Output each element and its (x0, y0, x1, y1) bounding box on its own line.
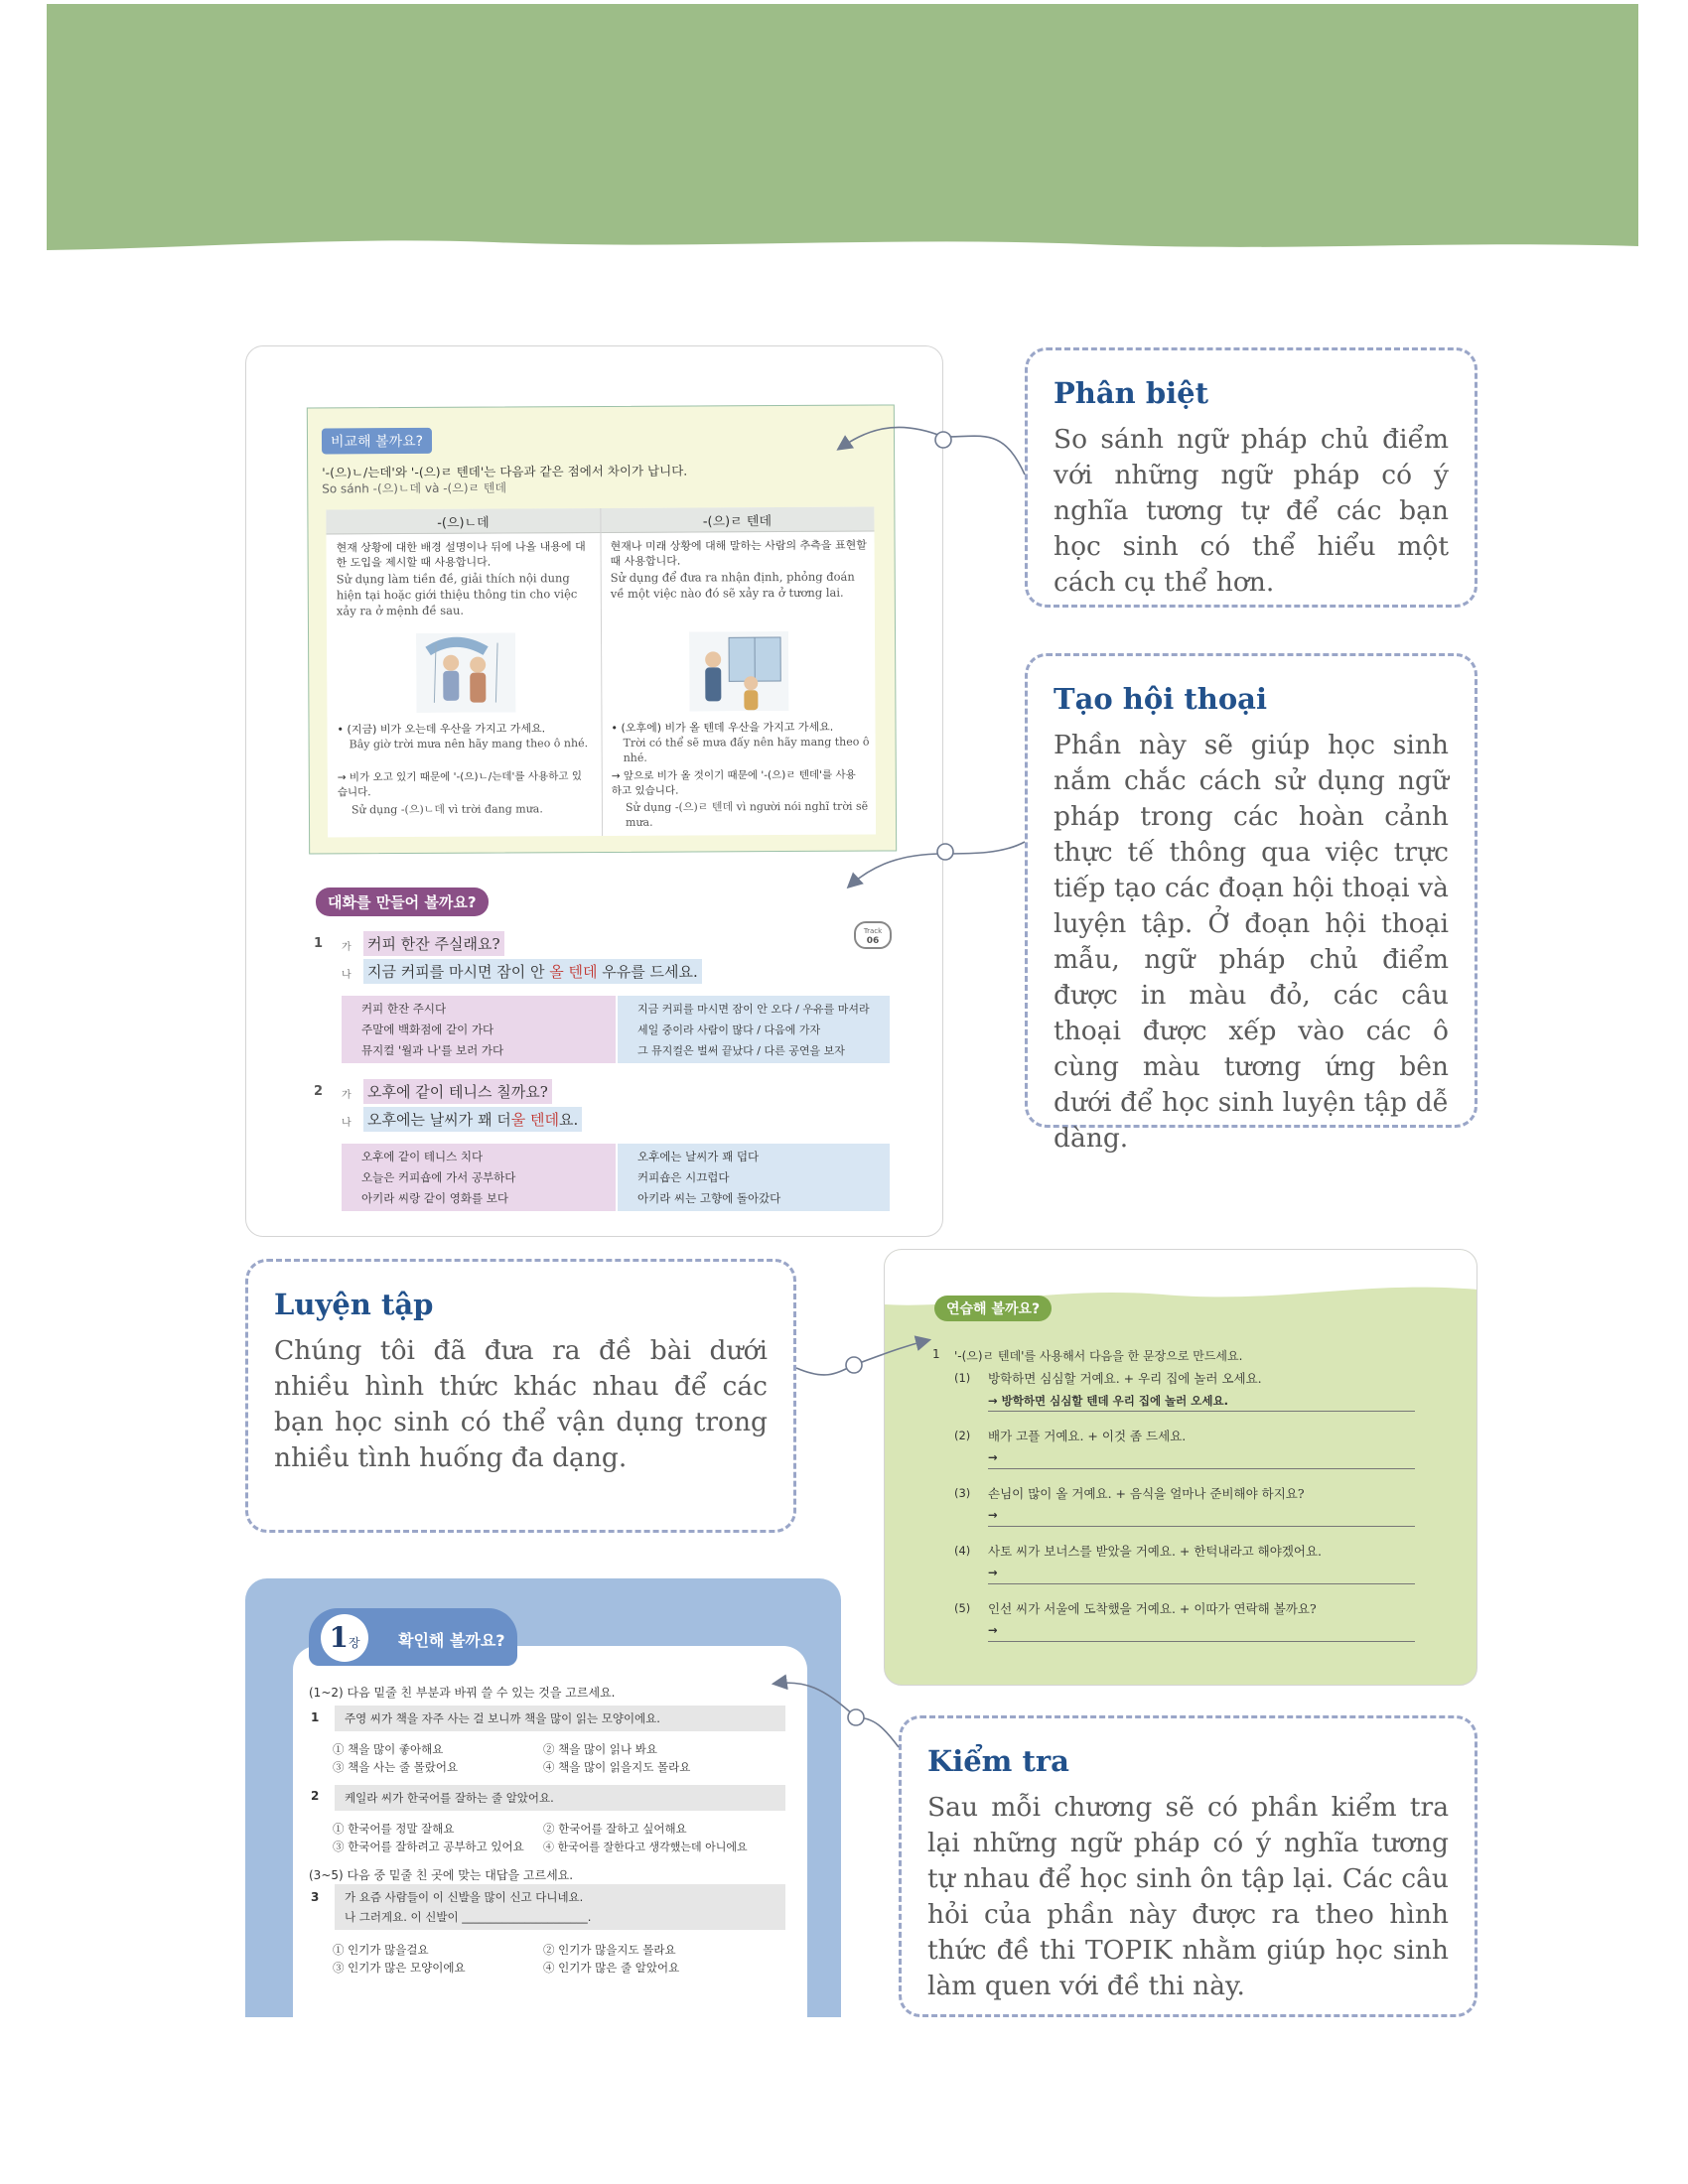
dialogue-1-right-3: 그 뮤지컬은 벌써 끝났다 / 다른 공연을 보자 (637, 1044, 845, 1057)
compare-left-desc: 현재 상황에 대한 배경 설명이나 뒤에 나올 내용에 대한 도입을 제시할 때 사용합니다. (336, 540, 586, 570)
dialogue-2-right-1: 오후에는 날씨가 꽤 덥다 (637, 1150, 760, 1163)
practice-item-1: 방학하면 심심할 거예요. + 우리 집에 놀러 오세요. (988, 1371, 1262, 1386)
callout-luyen-tap (245, 1259, 796, 1533)
callout-phan-biet-text: So sánh ngữ pháp chủ điểm với những ngữ pháp có ý nghĩa tương tự để các bạn học sinh có thể hiểu một cách cụ thể hơn. (1054, 424, 1449, 598)
check-q3-opt-1: ① 인기가 많을걸요 (333, 1943, 429, 1957)
compare-left-desc-vi: Sử dụng làm tiền đề, giải thích nội dung hiện tại hoặc giới thiệu thông tin cho việc xảy ra ở mệnh đề sau. (336, 571, 578, 618)
practice-item-1-line (988, 1411, 1415, 1412)
dialogue-2-na-label: 나 (342, 1118, 352, 1129)
practice-item-5-number: (5) (954, 1601, 971, 1615)
check-q2-opt-2: ② 한국어를 잘하고 싶어해요 (543, 1822, 687, 1836)
check-q2: 케일라 씨가 한국어를 잘하는 줄 알았어요. (345, 1791, 554, 1805)
dialogue-2-na (363, 1107, 582, 1132)
practice-item-4-answer: → (988, 1566, 998, 1579)
dialogue-2-number: 2 (314, 1084, 324, 1099)
compare-left-example-vi: Bây giờ trời mưa nên hãy mang theo ô nhé. (349, 737, 589, 751)
compare-right-example-vi: Trời có thể sẽ mưa đấy nên hãy mang theo ô nhé. (623, 735, 870, 764)
practice-item-1-number: (1) (954, 1371, 971, 1385)
check-q2-opt-1: ① 한국어를 정말 잘해요 (333, 1822, 455, 1836)
check-q3-number: 3 (311, 1890, 320, 1904)
dialogue-2-ga-label: 가 (342, 1090, 352, 1101)
dialogue-2-left-3: 아키라 씨랑 같이 영화를 보다 (361, 1191, 508, 1205)
check-q1-number: 1 (311, 1710, 320, 1724)
dialogue-2-left-box (342, 1144, 616, 1211)
dialogue-1-left-2: 주말에 백화점에 같이 가다 (361, 1023, 494, 1036)
callout-tao-hoi-thoai-title: Tạo hội thoại (1054, 682, 1267, 716)
practice-item-2: 배가 고플 거예요. + 이것 좀 드세요. (988, 1429, 1187, 1443)
check-q1-opt-1: ① 책을 많이 좋아해요 (333, 1742, 444, 1756)
check-q1-opt-2: ② 책을 많이 읽나 봐요 (543, 1742, 657, 1756)
compare-intro: '-(으)ㄴ/는데'와 '-(으)ㄹ 텐데'는 다음과 같은 점에서 차이가 납니다. (322, 463, 688, 480)
dialogue-2-na-pre: 오후에는 날씨가 꽤 더 (367, 1111, 511, 1129)
dialogue-1-na-label: 나 (342, 970, 352, 981)
dialogue-1-na-post: 우유를 드세요. (597, 963, 698, 981)
compare-table (326, 507, 876, 838)
dialogue-2-left-1: 오후에 같이 테니스 치다 (361, 1150, 484, 1163)
callout-tao-hoi-thoai-text: Phần này sẽ giúp học sinh nắm chắc cách sử dụng ngữ pháp trong các hoàn cảnh thực tế thông qua việc trực tiếp tạo các đoạn hội thoại và luyện tập. Ở đoạn hội thoại mẫu, ngữ pháp chủ điểm được in màu đỏ, các câu thoại được xếp vào các ô cùng màu tương ứng bên dưới để học sinh luyện tập dễ dàng. (1054, 730, 1449, 1154)
check-section-1: (1~2) 다음 밑줄 친 부분과 바꿔 쓸 수 있는 것을 고르세요. (309, 1686, 616, 1700)
compare-right-note-vi: Sử dụng -(으)ㄹ 텐데 vì người nói nghĩ trời sẽ mưa. (625, 799, 869, 829)
practice-instruction-number: 1 (932, 1347, 940, 1361)
dialogue-1-right-2: 세일 중이라 사람이 많다 / 다음에 가자 (637, 1024, 821, 1036)
compare-intro-vi: So sánh -(으)ㄴ데 và -(으)ㄹ 텐데 (322, 480, 507, 496)
check-q2-number: 2 (311, 1789, 320, 1803)
compare-left-example: • (지금) 비가 오는데 우산을 가지고 가세요. (337, 722, 546, 737)
chapter-badge (321, 1614, 368, 1662)
dialogue-2-right-3: 아키라 씨는 고향에 돌아갔다 (637, 1191, 781, 1205)
header-banner (47, 4, 1638, 252)
practice-item-3-answer: → (988, 1508, 998, 1522)
practice-item-5-line (988, 1641, 1415, 1642)
check-q3-na: 나 그러게요. 이 신발이 ______________________. (345, 1910, 592, 1924)
dialogue-1-number: 1 (314, 936, 324, 951)
practice-item-5: 인선 씨가 서울에 도착했을 거예요. + 이따가 연락해 볼까요? (988, 1601, 1317, 1616)
practice-item-5-answer: → (988, 1623, 998, 1637)
practice-instruction: '-(으)ㄹ 텐데'를 사용해서 다음을 한 문장으로 만드세요. (954, 1349, 1243, 1363)
dialogue-1-left-box (342, 996, 616, 1063)
dialogue-1-left-3: 뮤지컬 '월과 나'를 보러 가다 (361, 1043, 504, 1057)
check-q3-opt-3: ③ 인기가 많은 모양이에요 (333, 1961, 466, 1975)
check-q3-opt-2: ② 인기가 많을지도 몰라요 (543, 1943, 676, 1957)
compare-right-desc: 현재나 미래 상황에 대해 말하는 사람의 추측을 표현할 때 사용합니다. (610, 538, 867, 568)
check-q3-opt-4: ④ 인기가 많은 줄 알았어요 (543, 1961, 680, 1975)
track-badge (854, 921, 892, 949)
compare-right-head: -(으)ㄹ 텐데 (702, 514, 773, 530)
check-q1: 주영 씨가 책을 자주 사는 걸 보니까 책을 많이 읽는 모양이에요. (345, 1711, 660, 1725)
callout-phan-biet-title: Phân biệt (1054, 376, 1209, 410)
dialogue-1-ga: 커피 한잔 주실래요? (363, 931, 504, 956)
compare-left-head: -(으)ㄴ데 (437, 515, 490, 531)
compare-table-divider (600, 508, 603, 836)
callout-luyen-tap-title: Luyện tập (274, 1288, 434, 1321)
practice-item-2-number: (2) (954, 1429, 971, 1442)
sample-page-check (245, 1578, 841, 2017)
practice-item-2-line (988, 1468, 1415, 1469)
practice-tag: 연습해 볼까요? (934, 1296, 1052, 1321)
dialogue-1-na-red: 올 텐데 (549, 963, 598, 981)
practice-item-3-line (988, 1526, 1415, 1527)
check-q1-opt-3: ③ 책을 사는 줄 몰랐어요 (333, 1760, 459, 1774)
callout-kiem-tra (899, 1715, 1477, 2017)
dialogue-1-right-1: 지금 커피를 마시면 잠이 안 오다 / 우유를 마셔라 (637, 1003, 870, 1016)
dialogue-2-right-box (618, 1144, 890, 1211)
umbrella-people-illustration (416, 632, 515, 713)
callout-luyen-tap-text: Chúng tôi đã đưa ra đề bài dưới nhiều hình thức khác nhau để các bạn học sinh có thể vận dụng trong nhiều tình huống đa dạng. (274, 1335, 768, 1473)
compare-left-note-vi: Sử dụng -(으)ㄴ데 vì trời đang mưa. (351, 802, 543, 817)
track-number: 06 (866, 936, 880, 946)
practice-item-3: 손님이 많이 올 거예요. + 음식을 얼마나 준비해야 하지요? (988, 1486, 1305, 1501)
practice-item-1-answer: → 방학하면 심심할 텐데 우리 집에 놀러 오세요. (988, 1394, 1228, 1408)
window-rain-illustration (689, 631, 788, 712)
callout-kiem-tra-text: Sau mỗi chương sẽ có phần kiểm tra lại những ngữ pháp có ý nghĩa tương tự nhau để học sinh ôn tập lại. Các câu hỏi của phần này được ra theo hình thức đề thi TOPIK nhằm giúp học sinh làm quen với đề thi này. (927, 1792, 1449, 2001)
callout-kiem-tra-title: Kiểm tra (927, 1744, 1069, 1778)
compare-right-example: • (오후에) 비가 올 텐데 우산을 가지고 가세요. (611, 720, 834, 735)
track-label: Track (863, 927, 883, 935)
dialogue-2-left-2: 오늘은 커피숍에 가서 공부하다 (361, 1170, 516, 1184)
sample-page-practice (884, 1249, 1477, 1686)
compare-right-desc-vi: Sử dụng để đưa ra nhận định, phỏng đoán về một việc nào đó sẽ xảy ra ở tương lai. (610, 569, 855, 601)
practice-item-4-line (988, 1583, 1415, 1584)
compare-tag: 비교해 볼까요? (322, 428, 432, 455)
practice-item-2-answer: → (988, 1450, 998, 1464)
check-tag: 확인해 볼까요? (398, 1631, 505, 1650)
dialogue-2-ga: 오후에 같이 테니스 칠까요? (363, 1079, 552, 1104)
check-q2-opt-4: ④ 한국어를 잘한다고 생각했는데 아니에요 (543, 1841, 748, 1853)
practice-item-4-number: (4) (954, 1544, 971, 1558)
chapter-unit: 장 (348, 1636, 360, 1650)
check-q2-opt-3: ③ 한국어를 잘하려고 공부하고 있어요 (333, 1840, 524, 1853)
dialogue-tag: 대화를 만들어 볼까요? (316, 887, 489, 916)
callout-phan-biet (1025, 347, 1477, 608)
compare-left-note: → 비가 오고 있기 때문에 '-(으)ㄴ/는데'를 사용하고 있습니다. (337, 770, 582, 799)
dialogue-2-na-post: 요. (558, 1111, 579, 1129)
dialogue-1-na-pre: 지금 커피를 마시면 잠이 안 (367, 963, 550, 981)
check-section-2: (3~5) 다음 중 밑줄 친 곳에 맞는 대답을 고르세요. (309, 1868, 574, 1882)
dialogue-1-na (363, 959, 702, 984)
callout-tao-hoi-thoai (1025, 653, 1477, 1154)
dialogue-1-left-1: 커피 한잔 주시다 (361, 1002, 447, 1016)
chapter-number: 1 (329, 1621, 349, 1654)
check-q3-ga: 가 요즘 사람들이 이 신발을 많이 신고 다니네요. (345, 1890, 584, 1904)
compare-box (307, 404, 897, 854)
dialogue-2-right-2: 커피숍은 시끄럽다 (637, 1170, 730, 1184)
dialogue-1-right-box (618, 996, 890, 1063)
dialogue-2-na-red: 울 텐데 (510, 1111, 559, 1129)
check-q1-opt-4: ④ 책을 많이 읽을지도 몰라요 (543, 1760, 691, 1774)
practice-item-3-number: (3) (954, 1486, 971, 1500)
practice-item-4: 사토 씨가 보너스를 받았을 거예요. + 한턱내라고 해야겠어요. (988, 1544, 1323, 1559)
sample-page-grammar (245, 345, 943, 1237)
dialogue-1-ga-label: 가 (342, 942, 352, 953)
compare-right-note: → 앞으로 비가 올 것이기 때문에 '-(으)ㄹ 텐데'를 사용하고 있습니다. (611, 768, 856, 797)
